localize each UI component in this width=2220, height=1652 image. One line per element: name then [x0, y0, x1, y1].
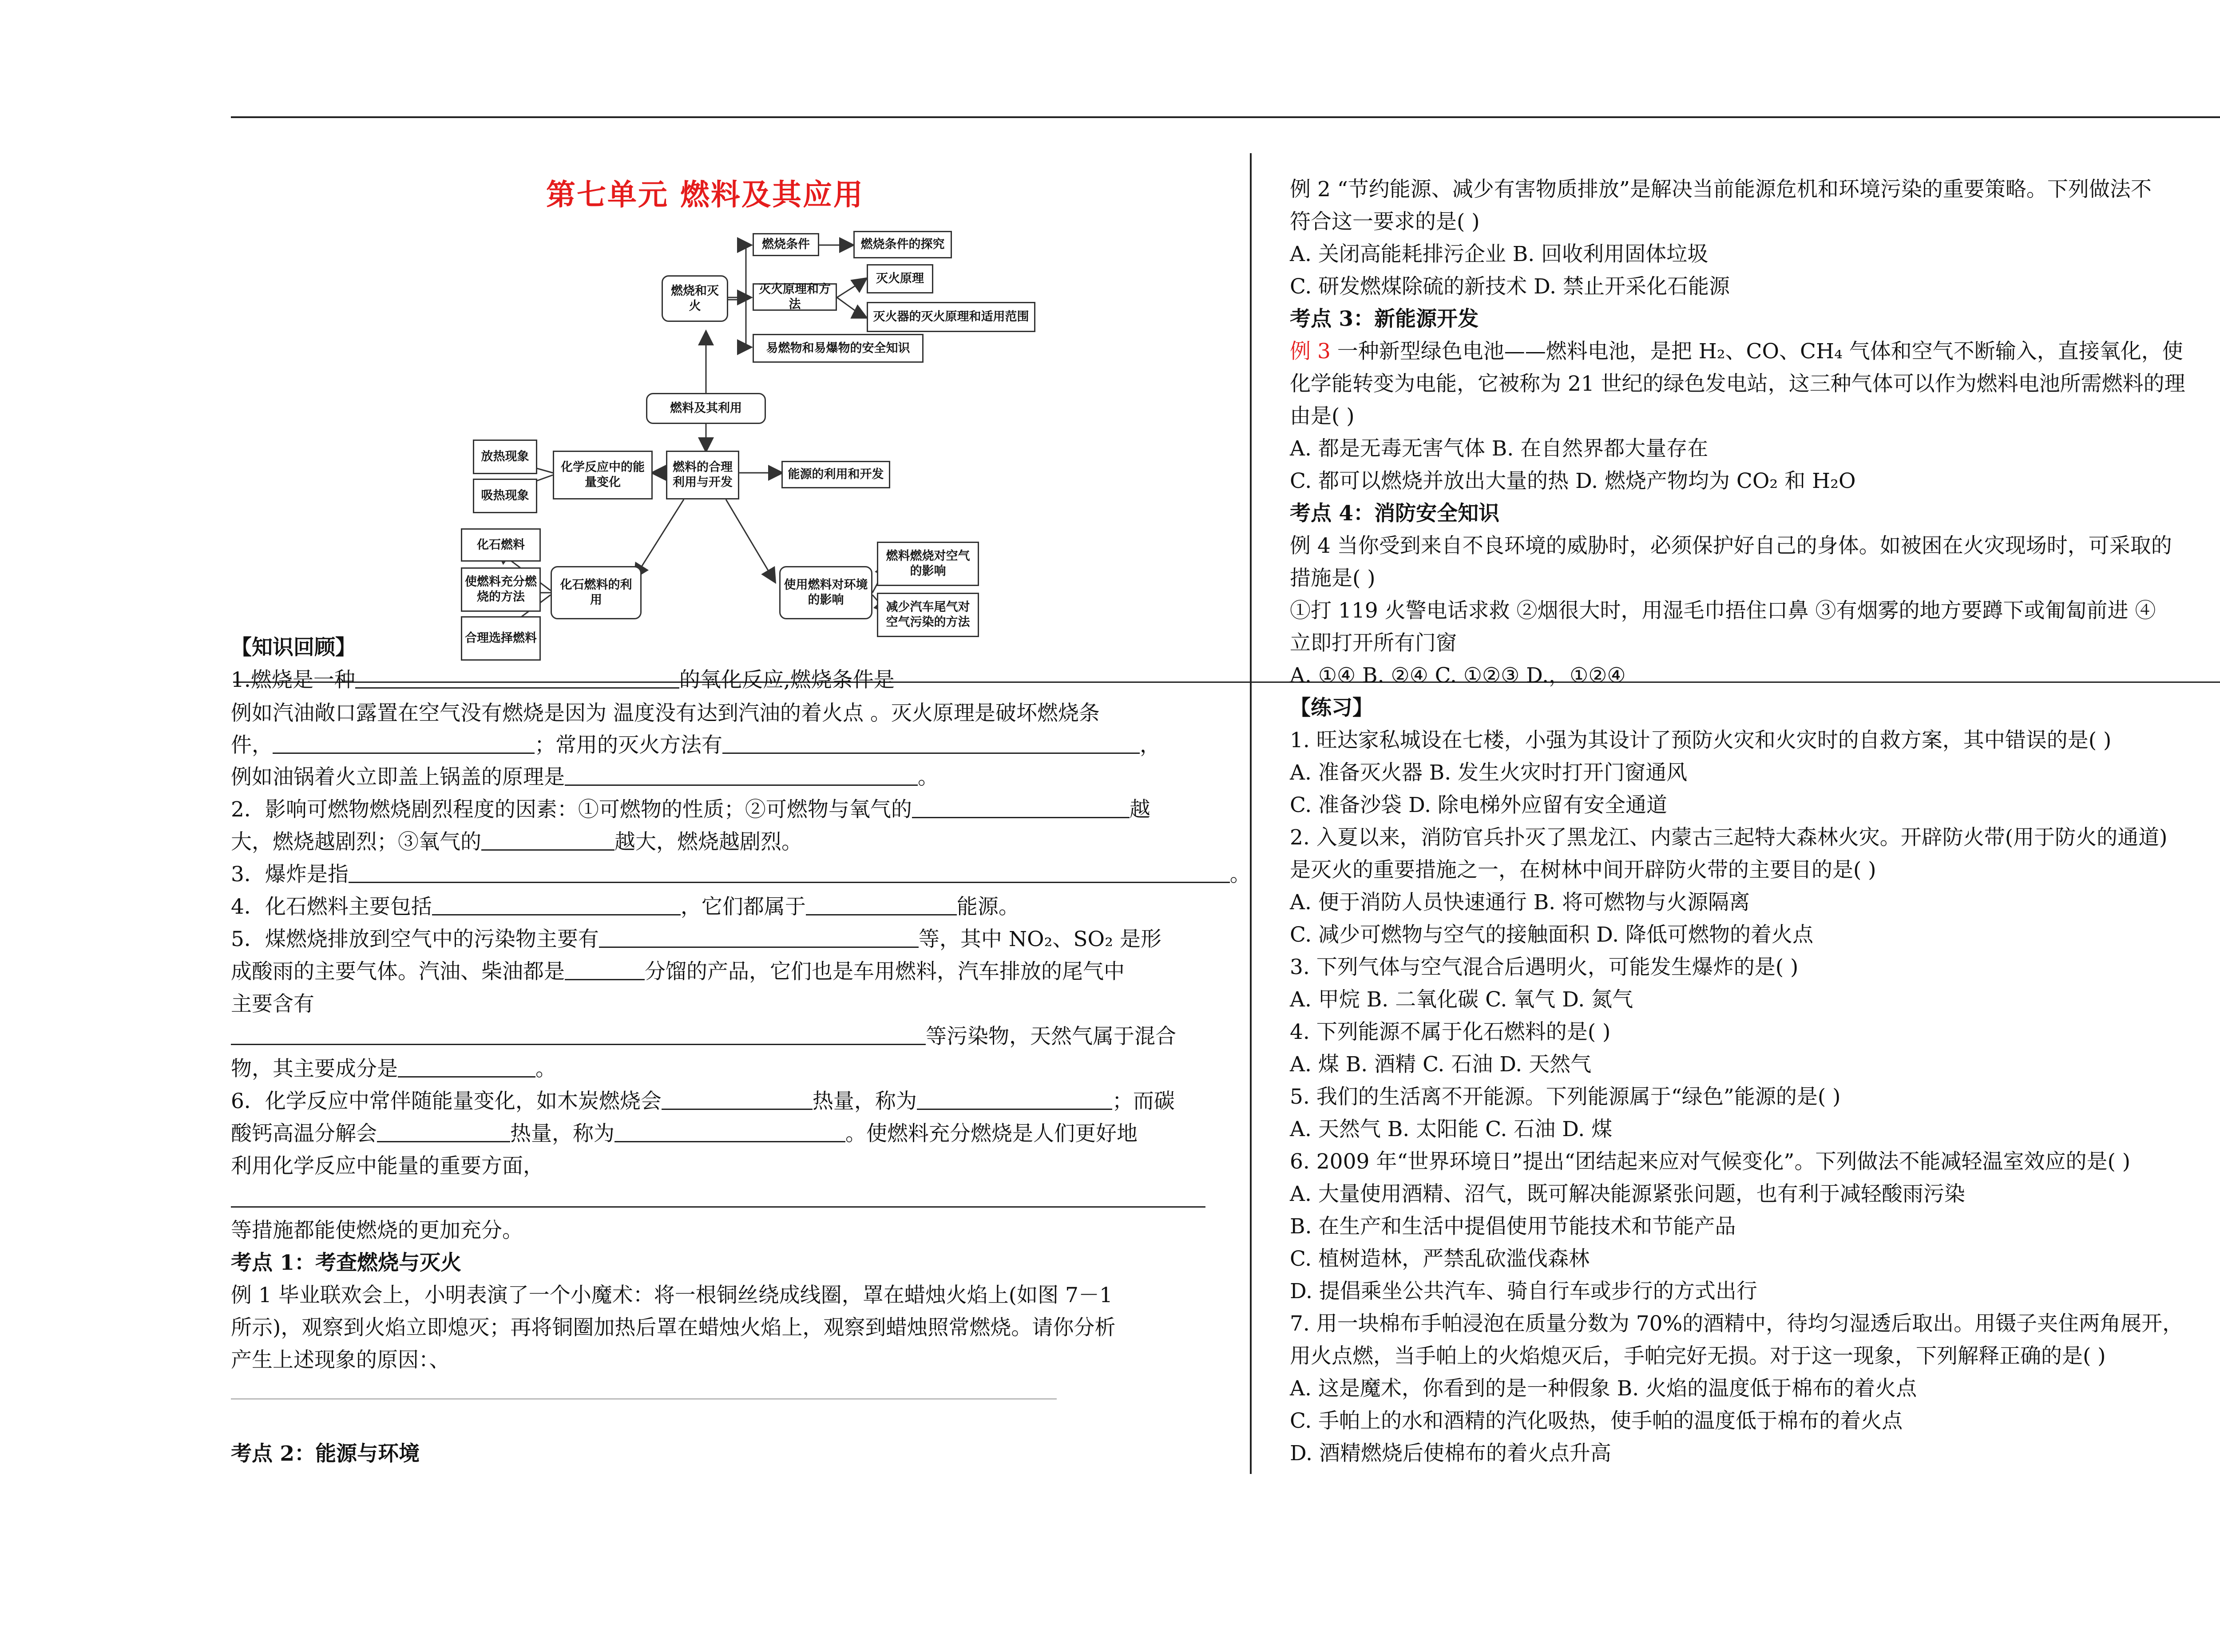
top-rule [231, 116, 2220, 118]
diagram-node-rational: 燃料的合理利用与开发 [666, 451, 739, 499]
ex1-answer-line [231, 1398, 1057, 1399]
q4-line: 4．化石燃料主要包括 ，它们都属于 能源。 [231, 891, 1019, 923]
diagram-node-energy-use: 能源的利用和开发 [781, 461, 890, 488]
ex4-line1: 例 4 当你受到来自不良环境的威胁时，必须保护好自己的身体。如被困在火灾现场时，可采取的 [1290, 534, 2172, 558]
diagram-node-combustion: 燃烧和灭火 [662, 275, 728, 322]
practice-heading: 【练习】 [1290, 696, 1373, 720]
q6-line2: 酸钙高温分解会 热量，称为 。使燃料充分燃烧是人们更好地 [231, 1117, 1138, 1150]
ex3-line2: 化学能转变为电能，它被称为 21 世纪的绿色发电站，这三种气体可以作为燃料电池所需燃料的理 [1290, 372, 2185, 396]
ex3-line1: 例 3 一种新型绿色电池——燃料电池，是把 H₂、CO、CH₄ 气体和空气不断输入，直接氧化，使 [1290, 339, 2183, 364]
ex4-line4: 立即打开所有门窗 [1290, 631, 1457, 655]
ex2-line4: C. 研发燃煤除硫的新技术 D. 禁止开采化石能源 [1290, 274, 1730, 299]
kp4-heading: 考点 4：消防安全知识 [1290, 501, 1500, 526]
page-title: 第七单元 燃料及其应用 [546, 177, 864, 212]
diagram-node-cond: 燃烧条件 [753, 233, 819, 256]
p1-line1: 1. 旺达家私城设在七楼，小强为其设计了预防火灾和火灾时的自救方案，其中错误的是( ) [1290, 728, 2112, 753]
p7-line5: D. 酒精燃烧后使棉布的着火点升高 [1290, 1441, 1611, 1466]
q5-line4: 等污染物，天然气属于混合 [231, 1020, 1176, 1053]
p7-line2: 用火点燃，当手帕上的火焰熄灭后，手帕完好无损。对于这一现象，下列解释正确的是( ) [1290, 1344, 2106, 1368]
diagram-node-choose: 合理选择燃料 [461, 616, 541, 661]
q2-line2: 大，燃烧越剧烈；③氧气的 越大，燃烧越剧烈。 [231, 826, 802, 859]
ex1-line1: 例 1 毕业联欢会上，小明表演了一个小魔术：将一根铜丝绕成线圈，罩在蜡烛火焰上(如图 7－1 [231, 1283, 1113, 1307]
p2-line4: C. 减少可燃物与空气的接触面积 D. 降低可燃物的着火点 [1290, 923, 1813, 947]
q5-line2: 成酸雨的主要气体。汽油、柴油都是 分馏的产品，它们也是车用燃料，汽车排放的尾气中 [231, 955, 1125, 988]
p7-line4: C. 手帕上的水和酒精的汽化吸热，使手帕的温度低于棉布的着火点 [1290, 1409, 1903, 1433]
ex3-line5: C. 都可以燃烧并放出大量的热 D. 燃烧产物均为 CO₂ 和 H₂O [1290, 469, 1856, 493]
kp1-heading: 考点 1：考查燃烧与灭火 [231, 1251, 462, 1275]
ex3-line3: 由是( ) [1290, 404, 1355, 428]
p2-line3: A. 便于消防人员快速通行 B. 将可燃物与火源隔离 [1290, 890, 1750, 915]
p6-line4: C. 植树造林，严禁乱砍滥伐森林 [1290, 1247, 1590, 1271]
q3-line: 3．爆炸是指 。 [231, 858, 1251, 891]
diagram-node-car: 减少汽车尾气对空气污染的方法 [877, 593, 979, 637]
q1-line1: 1.燃烧是一种 的氧化反应,燃烧条件是 [231, 664, 895, 697]
ex4-line5: A. ①④ B. ②④ C. ①②③ D.，①②④ [1290, 663, 1626, 688]
q6-line3: 利用化学反应中能量的重要方面， [231, 1154, 544, 1178]
q1-line2: 例如汽油敞口露置在空气没有燃烧是因为 温度没有达到汽油的着火点 。灭火原理是破坏燃烧条 [231, 701, 1100, 725]
ex1-line2: 所示)，观察到火焰立即熄灭；再将铜圈加热后罩在蜡烛火焰上，观察到蜡烛照常燃烧。请你分析 [231, 1315, 1116, 1340]
q6-line1: 6．化学反应中常伴随能量变化，如木炭燃烧会 热量，称为 ；而碳 [231, 1085, 1175, 1118]
p6-line5: D. 提倡乘坐公共汽车、骑自行车或步行的方式出行 [1290, 1279, 1757, 1303]
diagram-node-endo: 吸热现象 [473, 479, 537, 513]
q5-line1: 5．煤燃烧排放到空气中的污染物主要有 等，其中 NO₂、SO₂ 是形 [231, 923, 1162, 956]
kp3-heading: 考点 3：新能源开发 [1290, 307, 1479, 331]
p7-line3: A. 这是魔术，你看到的是一种假象 B. 火焰的温度低于棉布的着火点 [1290, 1376, 1917, 1401]
p5-line2: A. 天然气 B. 太阳能 C. 石油 D. 煤 [1290, 1117, 1613, 1141]
diagram-node-ext-device: 灭火器的灭火原理和适用范围 [867, 302, 1035, 332]
kp2-heading: 考点 2：能源与环境 [231, 1442, 420, 1466]
q6-line4: 等措施都能使燃烧的更加充分。 [231, 1218, 523, 1243]
q1-line3: 件， ；常用的灭火方法有 ， [231, 729, 1161, 762]
diagram-node-full-burn: 使燃料充分燃烧的方法 [461, 567, 541, 612]
ex2-line2: 符合这一要求的是( ) [1290, 210, 1480, 234]
ex3-line4: A. 都是无毒无害气体 B. 在自然界都大量存在 [1290, 436, 1709, 461]
diagram-node-fossil: 化石燃料 [461, 528, 541, 562]
p6-line1: 6. 2009 年“世界环境日”提出“团结起来应对气候变化”。下列做法不能减轻温室效应的是( ) [1290, 1149, 2131, 1174]
p3-line2: A. 甲烷 B. 二氧化碳 C. 氧气 D. 氮气 [1290, 987, 1633, 1012]
p6-line3: B. 在生产和生活中提倡使用节能技术和节能产品 [1290, 1214, 1736, 1239]
diagram-node-extinguish: 灭火原理和方法 [753, 283, 837, 311]
p1-line2: A. 准备灭火器 B. 发生火灾时打开门窗通风 [1290, 761, 1688, 785]
p4-line2: A. 煤 B. 酒精 C. 石油 D. 天然气 [1290, 1052, 1592, 1077]
q5-line5: 物，其主要成分是 。 [231, 1053, 556, 1085]
diagram-node-fossil-use: 化石燃料的利用 [551, 566, 642, 619]
q6-blank-line [231, 1206, 1205, 1208]
diagram-node-exo: 放热现象 [473, 440, 537, 474]
p2-line2: 是灭火的重要措施之一，在树林中间开辟防火带的主要目的是( ) [1290, 858, 1876, 882]
p3-line1: 3. 下列气体与空气混合后遇明火，可能发生爆炸的是( ) [1290, 955, 1799, 979]
diagram-node-safety: 易燃物和易爆物的安全知识 [753, 334, 924, 363]
ex1-line3: 产生上述现象的原因：、 [231, 1348, 450, 1372]
diagram-node-env: 使用燃料对环境的影响 [779, 566, 872, 619]
ex4-line2: 措施是( ) [1290, 566, 1376, 590]
p7-line1: 7. 用一块棉布手帕浸泡在质量分数为 70%的酒精中，待均匀湿透后取出。用镊子夹住两角展开， [1290, 1311, 2184, 1336]
p2-line1: 2. 入夏以来，消防官兵扑灭了黑龙江、内蒙古三起特大森林火灾。开辟防火带(用于防火的通道) [1290, 825, 2168, 850]
p1-line3: C. 准备沙袋 D. 除电梯外应留有安全通道 [1290, 793, 1667, 817]
ex2-line1: 例 2 “节约能源、减少有害物质排放”是解决当前能源危机和环境污染的重要策略。下列做法不 [1290, 177, 2152, 202]
q1-line4: 例如油锅着火立即盖上锅盖的原理是 。 [231, 761, 939, 794]
q2-line1: 2．影响可燃物燃烧剧烈程度的因素：①可燃物的性质；②可燃物与氧气的 越 [231, 793, 1150, 826]
diagram-node-center: 燃料及其利用 [646, 393, 766, 424]
diagram-node-ext-principle: 灭火原理 [867, 264, 933, 293]
p5-line1: 5. 我们的生活离不开能源。下列能源属于“绿色”能源的是( ) [1290, 1085, 1841, 1109]
ex4-line3: ①打 119 火警电话求救 ②烟很大时，用湿毛巾捂住口鼻 ③有烟雾的地方要蹲下或匍匐前进 ④ [1290, 598, 2156, 623]
diagram-node-air: 燃料燃烧对空气的影响 [877, 542, 979, 586]
p4-line1: 4. 下列能源不属于化石燃料的是( ) [1290, 1020, 1611, 1044]
review-heading: 【知识回顾】 [231, 635, 356, 660]
diagram-node-energy-change: 化学反应中的能量变化 [553, 451, 653, 499]
ex2-line3: A. 关闭高能耗排污企业 B. 回收利用固体垃圾 [1290, 242, 1709, 266]
diagram-node-cond-explore: 燃烧条件的探究 [853, 231, 952, 258]
column-divider [1250, 153, 1252, 1474]
q5-line3: 主要含有 [231, 992, 314, 1016]
p6-line2: A. 大量使用酒精、沼气，既可解决能源紧张问题，也有利于减轻酸雨污染 [1290, 1182, 1965, 1206]
